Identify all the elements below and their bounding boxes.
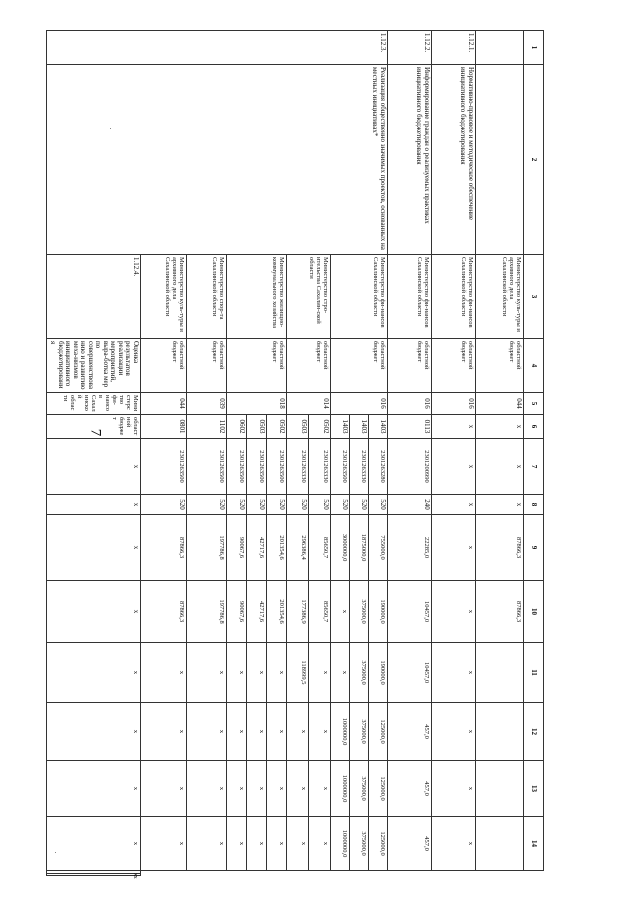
column-number: 3: [524, 255, 544, 339]
source-cell: областной бюджет: [388, 339, 432, 393]
total-cell: 85650,7: [309, 515, 331, 581]
year-cell: x: [267, 817, 287, 871]
executor-cell: Министерство куль-туры и архивного дела Сахалинской области: [476, 255, 524, 339]
rz-cell: 1102: [187, 415, 227, 439]
year-cell: x: [187, 643, 227, 703]
year-cell: x: [267, 643, 287, 703]
total-cell: 87866,3: [141, 515, 187, 581]
column-number: 6: [524, 415, 544, 439]
rz-cell: 0503: [287, 415, 309, 439]
year-cell: 375000,0: [350, 817, 369, 871]
year-cell: 457,0: [388, 761, 432, 817]
source-cell: областной бюджет: [227, 339, 287, 393]
column-number: 12: [524, 703, 544, 761]
rz-cell: x: [47, 495, 141, 515]
measure-name: Оценка результатов реализации мероприятий, выра-ботка мер по совершенствованию и развитию меха-низмов инициативного бюджетирования: [47, 339, 141, 393]
year-cell: 201354,6: [267, 581, 287, 643]
executor-cell: Министерство спор-та Сахалинской области: [187, 255, 227, 339]
rz-cell: 1403: [350, 415, 369, 439]
year-cell: x: [432, 643, 476, 703]
year-cell: x: [247, 703, 267, 761]
year-cell: x: [309, 703, 331, 761]
csr-cell: 2301263500: [331, 439, 350, 495]
column-number: 9: [524, 515, 544, 581]
year-cell: [476, 703, 524, 761]
rz-cell: 0801: [141, 415, 187, 439]
vr-cell: 520: [187, 495, 227, 515]
year-cell: x: [432, 761, 476, 817]
year-cell: 375000,0: [350, 643, 369, 703]
column-number: 11: [524, 643, 544, 703]
year-cell: x: [227, 817, 247, 871]
year-cell: 375000,0: [350, 761, 369, 817]
source-cell: областной бюджет: [331, 339, 388, 393]
column-number: 7: [524, 439, 544, 495]
year-cell: x: [187, 761, 227, 817]
year-cell: x: [309, 643, 331, 703]
total-cell: 1875000,0: [350, 515, 369, 581]
vr-cell: 520: [287, 495, 309, 515]
grbs-cell: 016: [388, 393, 432, 415]
column-number: 8: [524, 495, 544, 515]
executor-cell: Министерство стро-ительства Сахалин-ской области: [287, 255, 331, 339]
executor-cell: Министерство фи-нансов Сахалинской области: [47, 393, 141, 415]
year-cell: 190000,0: [369, 643, 388, 703]
executor-cell: Министерство фи-нансов Сахалинской области: [432, 255, 476, 339]
year-cell: x: [287, 703, 309, 761]
scan-speck: [55, 852, 56, 853]
year-cell: x: [187, 703, 227, 761]
row-number: 1.12.1.: [432, 31, 476, 65]
year-cell: x: [187, 817, 227, 871]
year-cell: x: [432, 817, 476, 871]
rz-cell: x: [432, 415, 476, 439]
rz-cell: 0502: [309, 415, 331, 439]
source-cell: областной бюджет: [187, 339, 227, 393]
csr-cell: 2301263330: [309, 439, 331, 495]
csr-cell: 2301263500: [227, 439, 247, 495]
year-cell: 375000,0: [350, 703, 369, 761]
total-cell: 755000,0: [369, 515, 388, 581]
row-number: 1.12.3.: [47, 31, 388, 65]
csr-cell: x: [476, 439, 524, 495]
column-number: 1: [524, 31, 544, 65]
csr-cell: 2301263330: [350, 439, 369, 495]
csr-cell: 2301200990: [388, 439, 432, 495]
year-cell: x: [227, 703, 247, 761]
year-cell: 10457,0: [388, 643, 432, 703]
year-cell: 457,0: [388, 703, 432, 761]
year-cell: x: [141, 643, 187, 703]
rz-cell: 1403: [331, 415, 350, 439]
year-cell: x: [267, 761, 287, 817]
total-cell: x: [47, 643, 141, 703]
vr-cell: 520: [369, 495, 388, 515]
year-cell: 125000,0: [369, 761, 388, 817]
scan-speck: [110, 128, 111, 129]
year-cell: 1000000,0: [331, 703, 350, 761]
year-cell: x: [432, 581, 476, 643]
grbs-cell: x: [47, 439, 141, 495]
year-cell: x: [287, 761, 309, 817]
vr-cell: x: [47, 581, 141, 643]
measure-name: Нормативно-правовое и методическое обеспечение инициативного бюджетирования: [432, 65, 476, 255]
csr-cell: x: [432, 439, 476, 495]
vr-cell: 520: [350, 495, 369, 515]
table-row-continuation: [476, 31, 524, 876]
rz-cell: 1403: [369, 415, 388, 439]
year-cell: 10457,0: [388, 581, 432, 643]
year-cell: 87866,3: [476, 581, 524, 643]
year-cell: 87866,3: [141, 581, 187, 643]
year-cell: 1000000,0: [331, 817, 350, 871]
total-cell: 197786,8: [187, 515, 227, 581]
vr-cell: 240: [388, 495, 432, 515]
executor-cell: Министерство фи-нансов Сахалинской области: [331, 255, 388, 339]
source-cell: областной бюджет: [432, 339, 476, 393]
csr-cell: 2301263500: [187, 439, 227, 495]
year-cell: 125000,0: [369, 817, 388, 871]
year-cell: [476, 761, 524, 817]
budget-table: [46, 30, 544, 879]
column-number: 10: [524, 581, 544, 643]
total-cell: 296386,4: [287, 515, 309, 581]
column-number: 13: [524, 761, 544, 817]
column-number: 14: [524, 817, 544, 871]
row-number: 1.12.4.: [47, 255, 141, 339]
year-cell: x: [47, 761, 141, 817]
csr-cell: 2301263330: [287, 439, 309, 495]
year-cell: x: [267, 703, 287, 761]
total-cell: 90067,6: [227, 515, 247, 581]
year-cell: 85650,7: [309, 581, 331, 643]
total-cell: 42717,6: [247, 515, 267, 581]
year-cell: x: [309, 817, 331, 871]
table-row-1-12-2: [388, 31, 432, 876]
year-cell: [476, 643, 524, 703]
year-cell: [476, 817, 524, 871]
column-number-row: [524, 31, 544, 876]
vr-cell: 520: [309, 495, 331, 515]
executor-cell: Министерство жилищно-коммунального хозяйства: [227, 255, 287, 339]
executor-cell: Министерство фи-нансов Сахалинской области: [388, 255, 432, 339]
grbs-cell: 016: [331, 393, 388, 415]
rz-cell: 0602: [227, 415, 247, 439]
total-cell: x: [432, 515, 476, 581]
year-cell: x: [47, 817, 141, 871]
year-cell: x: [47, 871, 141, 874]
rz-cell: 0113: [388, 415, 432, 439]
year-cell: x: [141, 817, 187, 871]
vr-cell: x: [432, 495, 476, 515]
source-cell: областной бюджет: [476, 339, 524, 393]
year-cell: x: [432, 703, 476, 761]
year-cell: x: [47, 873, 141, 876]
table-viewport: [48, 30, 544, 879]
year-cell: 1000000,0: [331, 761, 350, 817]
grbs-cell: 039: [187, 393, 227, 415]
year-cell: x: [141, 761, 187, 817]
rz-cell: 0502: [267, 415, 287, 439]
year-cell: x: [141, 703, 187, 761]
year-cell: x: [331, 581, 350, 643]
vr-cell: x: [476, 495, 524, 515]
total-cell: 22285,0: [388, 515, 432, 581]
total-cell: 87866,3: [476, 515, 524, 581]
executor-cell: Министерство куль-туры и архивного дела Сахалинской области: [141, 255, 187, 339]
vr-cell: 520: [141, 495, 187, 515]
csr-cell: x: [47, 515, 141, 581]
year-cell: x: [309, 761, 331, 817]
rz-cell: 0503: [247, 415, 267, 439]
year-cell: x: [247, 643, 267, 703]
source-cell: областной бюджет: [287, 339, 331, 393]
csr-cell: 2301263500: [267, 439, 287, 495]
csr-cell: 2301263500: [141, 439, 187, 495]
year-cell: 118999,5: [287, 643, 309, 703]
year-cell: 42717,6: [247, 581, 267, 643]
page-number: 7: [87, 428, 104, 437]
csr-cell: 2301263280: [369, 439, 388, 495]
year-cell: x: [247, 817, 267, 871]
source-cell: областной бюджет: [47, 415, 141, 439]
table-row-1-12-3: [369, 31, 388, 876]
rz-cell: x: [476, 415, 524, 439]
grbs-cell: 044: [476, 393, 524, 415]
total-cell: 201354,6: [267, 515, 287, 581]
column-number: 4: [524, 339, 544, 393]
measure-name: Реализация общественно значимых проектов, основанных на местных инициативах*: [47, 65, 388, 255]
year-cell: 90067,6: [227, 581, 247, 643]
year-cell: 375000,0: [350, 581, 369, 643]
year-cell: 190000,0: [369, 581, 388, 643]
row-number: 1.12.2.: [388, 31, 432, 65]
measure-name: Информирование граждан о реализуемых практиках инициативного бюджетирования: [388, 65, 432, 255]
grbs-cell: 016: [432, 393, 476, 415]
vr-cell: 520: [331, 495, 350, 515]
csr-cell: 2301263500: [247, 439, 267, 495]
total-cell: 3000000,0: [331, 515, 350, 581]
vr-cell: 520: [267, 495, 287, 515]
grbs-cell: 044: [141, 393, 187, 415]
year-cell: x: [247, 761, 267, 817]
table-row-1-12-1: [432, 31, 476, 876]
year-cell: x: [227, 761, 247, 817]
vr-cell: 520: [247, 495, 267, 515]
column-number: 5: [524, 393, 544, 415]
grbs-cell: 014: [287, 393, 331, 415]
year-cell: 177386,9: [287, 581, 309, 643]
year-cell: 125000,0: [369, 703, 388, 761]
grbs-cell: 018: [227, 393, 287, 415]
column-number: 2: [524, 65, 544, 255]
year-cell: x: [331, 643, 350, 703]
year-cell: 197786,8: [187, 581, 227, 643]
vr-cell: 520: [227, 495, 247, 515]
year-cell: 457,0: [388, 817, 432, 871]
source-cell: областной бюджет: [141, 339, 187, 393]
year-cell: x: [47, 703, 141, 761]
year-cell: x: [227, 643, 247, 703]
year-cell: x: [287, 817, 309, 871]
